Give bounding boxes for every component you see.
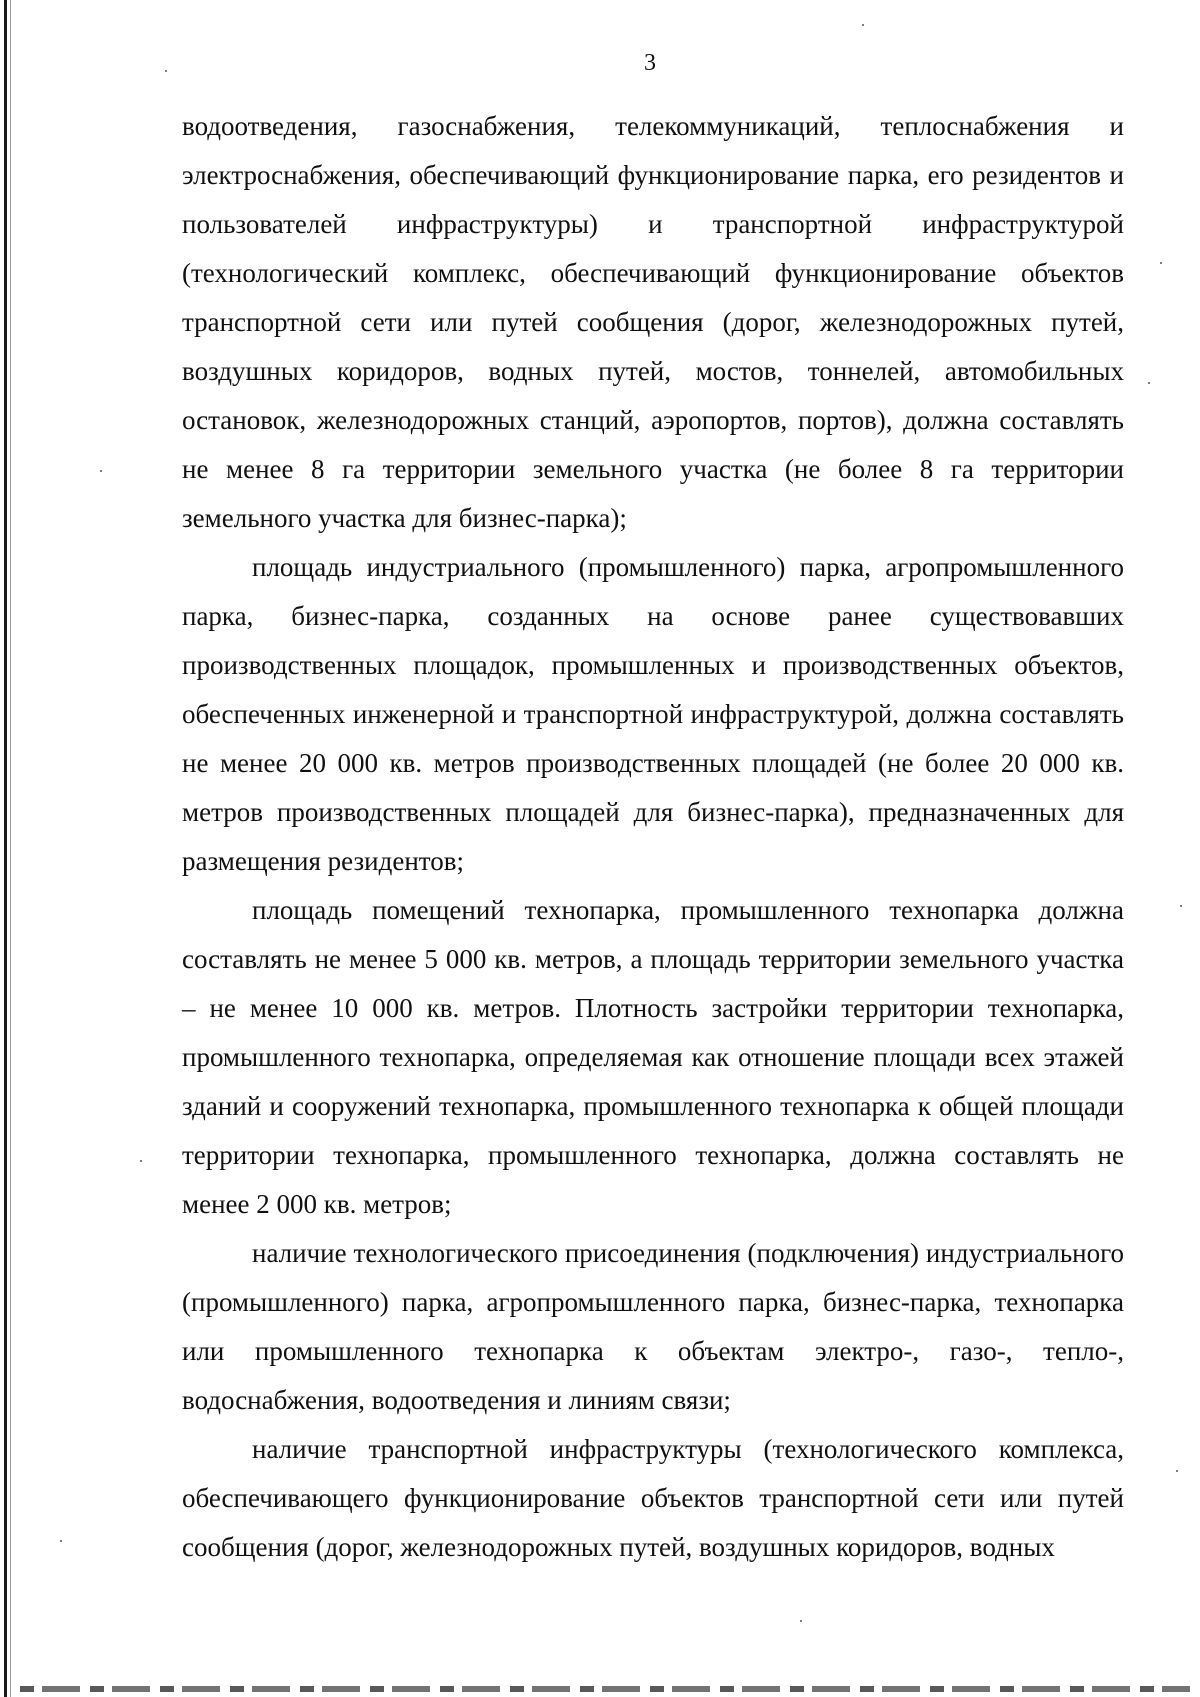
scan-speck — [1160, 262, 1162, 264]
paragraph-5: наличие транспортной инфраструктуры (технологического комплекса, обеспечивающего функционирование объектов транспортной сети или путей сообщения (дорог, железнодорожных путей, воздушных коридоров, водных — [182, 1434, 1124, 1562]
scan-speck — [1148, 382, 1150, 384]
scan-bottom-noise — [20, 1686, 1190, 1692]
paragraph-1: водоотведения, газоснабжения, телекоммуникаций, теплоснабжения и электроснабжения, обеспечивающий функционирование парка, его резидентов и пользователей инфраструктуры) и транспортной инфраструктурой (технологический комплекс, обеспечивающий функционирование объектов транспортной сети или путей сообщения (дорог, железнодорожных путей, воздушных коридоров, водных путей, мостов, тоннелей, автомобильных остановок, железнодорожных станций, аэропортов, портов), должна составлять не менее 8 га территории земельного участка (не более 8 га территории земельного участка для бизнес-парка); — [182, 111, 1124, 533]
scan-speck — [862, 24, 864, 26]
scan-speck — [1180, 905, 1182, 907]
scan-speck — [165, 70, 167, 72]
scan-speck — [800, 1620, 802, 1622]
scan-speck — [140, 1160, 142, 1162]
scan-border-left-inner — [10, 0, 11, 1697]
scan-speck — [100, 470, 102, 472]
page-number: 3 — [644, 50, 656, 76]
document-body — [182, 102, 1124, 1572]
paragraph-4: наличие технологического присоединения (подключения) индустриального (промышленного) парка, агропромышленного парка, бизнес-парка, технопарка или промышленного технопарка к объектам электро-, газо-, тепло-, водоснабжения, водоотведения и линиям связи; — [182, 1238, 1124, 1415]
scan-speck — [60, 1540, 62, 1542]
paragraph-3: площадь помещений технопарка, промышленного технопарка должна составлять не менее 5 000 кв. метров, а площадь территории земельного участка – не менее 10 000 кв. метров. Плотность застройки территории технопарка, промышленного технопарка, определяемая как отношение площади всех этажей зданий и сооружений технопарка, промышленного технопарка к общей площади территории технопарка, промышленного технопарка, должна составлять не менее 2 000 кв. метров; — [182, 895, 1124, 1219]
paragraph-2: площадь индустриального (промышленного) парка, агропромышленного парка, бизнес-парка, созданных на основе ранее существовавших производственных площадок, промышленных и производственных объектов, обеспеченных инженерной и транспортной инфраструктурой, должна составлять не менее 20 000 кв. метров производственных площадей (не более 20 000 кв. метров производственных площадей для бизнес-парка), предназначенных для размещения резидентов; — [182, 552, 1124, 876]
scan-speck — [1176, 1470, 1178, 1472]
scan-border-left — [4, 0, 7, 1697]
